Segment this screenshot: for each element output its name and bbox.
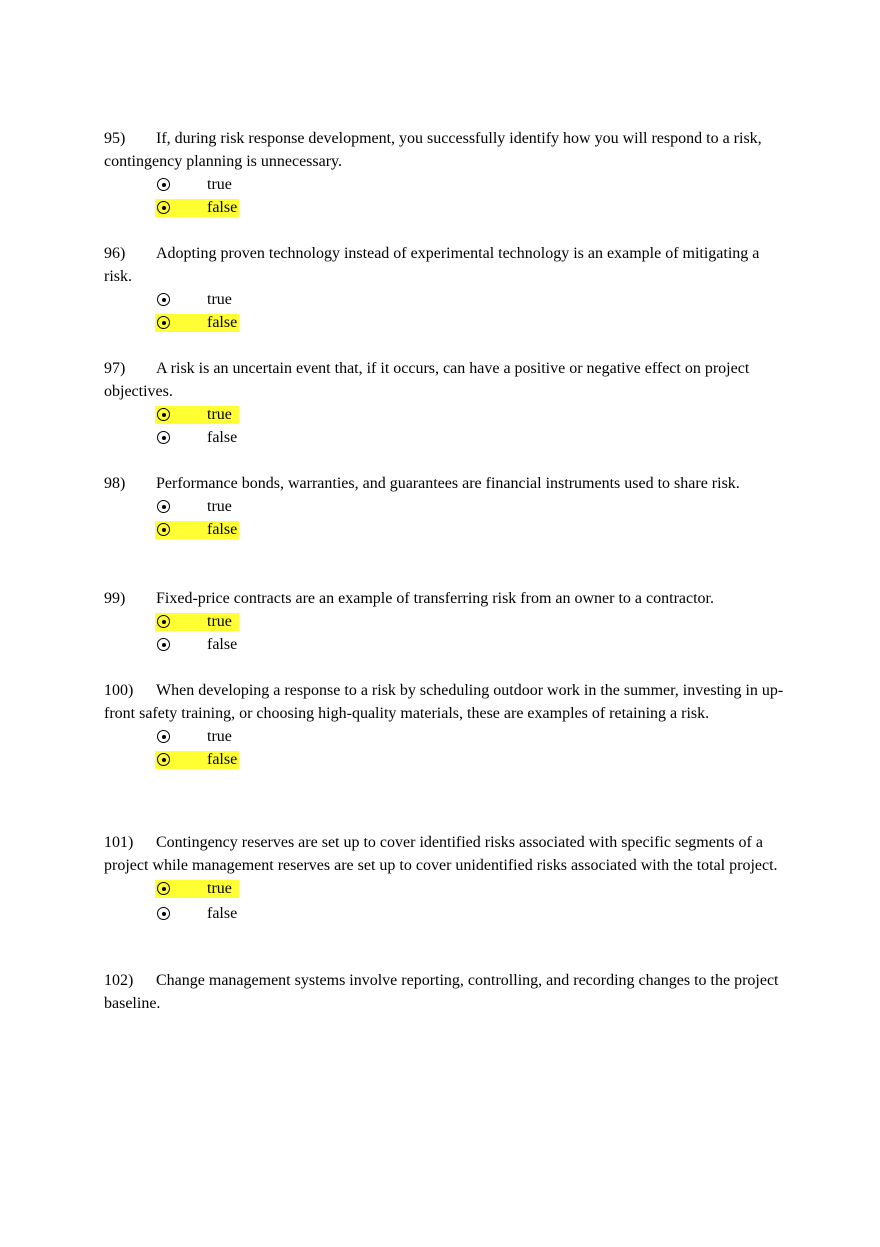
option-true[interactable]: [155, 173, 784, 196]
option-false[interactable]: [155, 196, 784, 219]
option-true[interactable]: [155, 877, 784, 900]
option-true[interactable]: [155, 403, 784, 426]
option-label: true: [207, 728, 232, 745]
radio-dot-icon[interactable]: [157, 316, 170, 329]
question-97: [104, 357, 784, 449]
question-95: [104, 127, 784, 219]
option-label: true: [207, 406, 232, 423]
option-true[interactable]: [155, 725, 784, 748]
option-label: false: [207, 429, 238, 446]
radio-dot-icon[interactable]: [157, 408, 170, 421]
option-label: true: [207, 613, 232, 630]
option-false[interactable]: [155, 902, 784, 925]
question-100: [104, 679, 784, 771]
question-number: 102): [104, 972, 134, 989]
option-label: false: [207, 199, 238, 216]
radio-dot-icon[interactable]: [157, 201, 170, 214]
question-number: 96): [104, 245, 126, 262]
radio-dot-icon[interactable]: [157, 615, 170, 628]
question-text: A risk is an uncertain event that, if it occurs, can have a positive or negative effect on project objectives.: [104, 360, 750, 400]
radio-dot-icon[interactable]: [157, 293, 170, 306]
question-text: Contingency reserves are set up to cover identified risks associated with specific segments of a project while management reserves are set up to cover unidentified risks associated with the total project.: [104, 834, 778, 874]
question-text: Adopting proven technology instead of experimental technology is an example of mitigating a risk.: [104, 245, 760, 285]
answer-options: [104, 610, 784, 656]
question-99: [104, 587, 784, 656]
radio-dot-icon[interactable]: [157, 882, 170, 895]
question-number: 97): [104, 360, 126, 377]
radio-dot-icon[interactable]: [157, 431, 170, 444]
radio-dot-icon[interactable]: [157, 500, 170, 513]
answer-options: [104, 877, 784, 925]
answer-options: [104, 288, 784, 334]
answer-options: [104, 403, 784, 449]
radio-dot-icon[interactable]: [157, 907, 170, 920]
option-label: false: [207, 521, 238, 538]
question-text: If, during risk response development, you successfully identify how you will respond to a risk, contingency planning is unnecessary.: [104, 130, 762, 170]
question-102: [104, 969, 784, 1015]
question-stem: [104, 679, 784, 725]
radio-dot-icon[interactable]: [157, 638, 170, 651]
option-true[interactable]: [155, 495, 784, 518]
radio-dot-icon[interactable]: [157, 753, 170, 766]
option-true[interactable]: [155, 288, 784, 311]
answer-options: [104, 725, 784, 771]
question-text: Performance bonds, warranties, and guarantees are financial instruments used to share risk.: [156, 475, 740, 492]
question-stem: [104, 242, 784, 288]
question-stem: [104, 127, 784, 173]
question-96: [104, 242, 784, 334]
question-number: 100): [104, 682, 134, 699]
option-label: false: [207, 751, 238, 768]
option-label: true: [207, 880, 232, 897]
option-false[interactable]: [155, 518, 784, 541]
option-label: false: [207, 905, 238, 922]
question-stem: [104, 472, 784, 495]
question-number: 99): [104, 590, 126, 607]
question-number: 95): [104, 130, 126, 147]
radio-dot-icon[interactable]: [157, 730, 170, 743]
question-stem: [104, 587, 784, 610]
option-false[interactable]: [155, 311, 784, 334]
option-label: true: [207, 291, 232, 308]
option-false[interactable]: [155, 633, 784, 656]
question-number: 101): [104, 834, 134, 851]
answer-options: [104, 495, 784, 541]
question-text: Change management systems involve reporting, controlling, and recording changes to the project baseline.: [104, 972, 779, 1012]
question-stem: [104, 969, 784, 1015]
option-false[interactable]: [155, 426, 784, 449]
question-number: 98): [104, 475, 126, 492]
option-label: false: [207, 636, 238, 653]
option-label: true: [207, 176, 232, 193]
question-text: Fixed-price contracts are an example of transferring risk from an owner to a contractor.: [156, 590, 714, 607]
radio-dot-icon[interactable]: [157, 178, 170, 191]
question-stem: [104, 831, 784, 877]
option-label: true: [207, 498, 232, 515]
option-false[interactable]: [155, 748, 784, 771]
radio-dot-icon[interactable]: [157, 523, 170, 536]
option-true[interactable]: [155, 610, 784, 633]
option-label: false: [207, 314, 238, 331]
question-101: [104, 831, 784, 925]
question-text: When developing a response to a risk by scheduling outdoor work in the summer, investing in up-front safety training, or choosing high-quality materials, these are examples of retaining a risk.: [104, 682, 784, 722]
answer-options: [104, 173, 784, 219]
question-98: [104, 472, 784, 541]
question-stem: [104, 357, 784, 403]
